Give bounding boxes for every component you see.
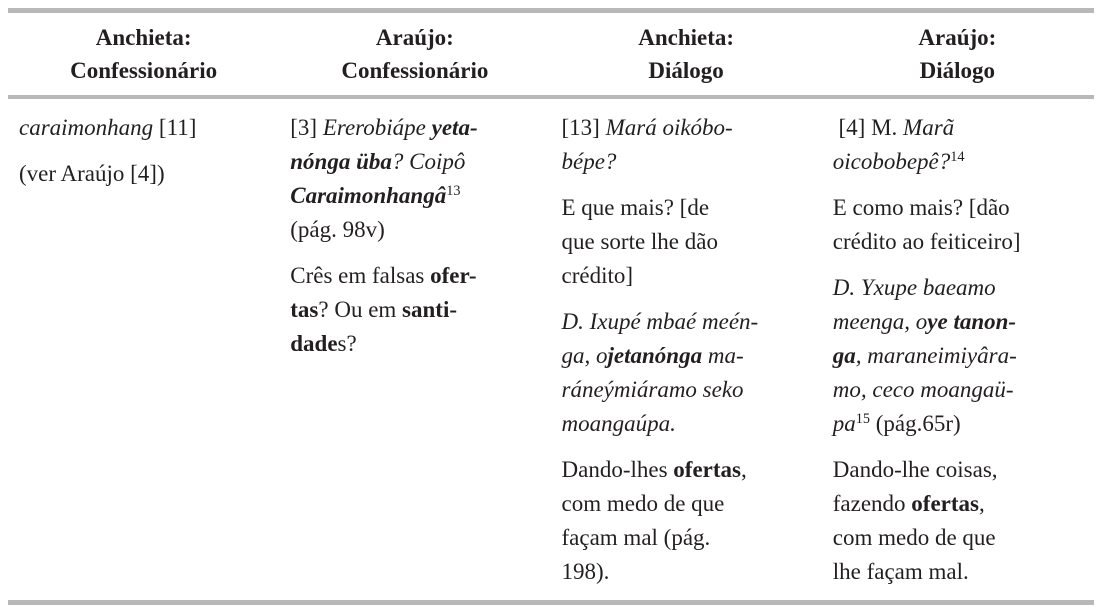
column-header-anchieta-confessionario bbox=[8, 17, 279, 87]
paragraph bbox=[562, 111, 796, 179]
text-run: jetanónga bbox=[607, 343, 703, 368]
header-work: Diálogo bbox=[648, 58, 724, 83]
cell-araujo-confessionario bbox=[279, 99, 550, 600]
text-run: E como mais? [dão bbox=[832, 195, 1010, 220]
text-run: ofer- bbox=[430, 263, 477, 288]
text-run: meenga, o bbox=[832, 309, 928, 334]
text-run: fazendo bbox=[832, 491, 912, 516]
text-run: que sorte lhe dão bbox=[561, 229, 718, 254]
text-run: Dando-lhes bbox=[561, 457, 674, 482]
table-body-row bbox=[8, 99, 1093, 600]
text-run: bépe? bbox=[561, 149, 617, 174]
text-run: ? bbox=[391, 149, 410, 174]
text-run: lhe façam mal. bbox=[832, 559, 969, 584]
paragraph bbox=[19, 157, 253, 191]
text-run: (pág. 98v) bbox=[290, 217, 385, 242]
text-run: Mará oikóbo- bbox=[605, 115, 733, 140]
header-work: Confessionário bbox=[341, 58, 489, 83]
cell-araujo-dialogo bbox=[822, 99, 1093, 600]
paragraph bbox=[19, 111, 253, 145]
text-run: moangaúpa. bbox=[561, 411, 676, 436]
table-bottom-rule bbox=[8, 600, 1094, 605]
text-run: s? bbox=[337, 331, 357, 356]
text-run: crédito] bbox=[561, 263, 634, 288]
text-run: , maraneimiyâra- bbox=[855, 343, 1017, 368]
paragraph bbox=[833, 111, 1067, 179]
footnote-ref: 14 bbox=[950, 149, 965, 166]
paragraph bbox=[290, 259, 524, 361]
text-run: Marã bbox=[903, 115, 955, 140]
text-run: Caraimonhangâ bbox=[290, 183, 447, 208]
text-run: E que mais? [de bbox=[561, 195, 710, 220]
text-run: ga, o bbox=[561, 343, 608, 368]
text-run: dade bbox=[290, 331, 338, 356]
text-run: pa bbox=[832, 411, 856, 436]
text-run: Dando-lhe coisas, bbox=[832, 457, 998, 482]
text-run: ofertas bbox=[911, 491, 979, 516]
text-run: oicobobepê? bbox=[832, 149, 951, 174]
text-run: , bbox=[740, 457, 747, 482]
column-header-araujo-dialogo bbox=[822, 17, 1093, 87]
paragraph bbox=[833, 271, 1067, 441]
text-run: [3] bbox=[290, 115, 323, 140]
table-top-rule bbox=[8, 8, 1094, 13]
cell-anchieta-dialogo bbox=[551, 99, 822, 600]
header-author: Araújo: bbox=[375, 25, 454, 50]
header-work: Confessionário bbox=[70, 58, 218, 83]
header-work: Diálogo bbox=[919, 58, 996, 83]
header-author: Araújo: bbox=[918, 25, 997, 50]
text-run: mo, ceco moangaü- bbox=[832, 377, 1014, 402]
paragraph bbox=[562, 453, 796, 589]
column-header-araujo-confessionario bbox=[279, 17, 550, 87]
text-run: Ererobiápe bbox=[322, 115, 432, 140]
text-run: 198). bbox=[561, 559, 610, 584]
text-run: (ver Araújo [4]) bbox=[19, 161, 165, 186]
text-run: [4] M. bbox=[832, 115, 904, 140]
text-run: ye tanon- bbox=[927, 309, 1017, 334]
column-header-anchieta-dialogo bbox=[551, 17, 822, 87]
paragraph bbox=[833, 453, 1067, 589]
header-author: Anchieta: bbox=[95, 25, 192, 50]
text-run: com medo de que bbox=[561, 491, 725, 516]
text-run: D. Ixupé mbaé meén- bbox=[561, 309, 759, 334]
text-run: santi- bbox=[402, 297, 457, 322]
text-run: ma- bbox=[702, 343, 744, 368]
header-author: Anchieta: bbox=[638, 25, 735, 50]
text-run: D. Yxupe baeamo bbox=[832, 275, 996, 300]
text-run: caraimonhang bbox=[19, 115, 154, 140]
text-run: Crês em falsas bbox=[290, 263, 431, 288]
text-run: , bbox=[978, 491, 985, 516]
text-run: ga bbox=[832, 343, 856, 368]
cell-anchieta-confessionario bbox=[8, 99, 279, 600]
text-run: façam mal (pág. bbox=[561, 525, 711, 550]
text-run: nónga üba bbox=[290, 149, 392, 174]
text-run: crédito ao feiticeiro] bbox=[832, 229, 1021, 254]
text-run: ráneýmiáramo seko bbox=[561, 377, 744, 402]
text-run: ofertas bbox=[673, 457, 741, 482]
text-run: (pág.65r) bbox=[870, 411, 961, 436]
paragraph bbox=[833, 191, 1067, 259]
text-run: yeta- bbox=[431, 115, 478, 140]
text-run: Coipô bbox=[409, 149, 466, 174]
text-run: ? Ou em bbox=[318, 297, 403, 322]
paragraph bbox=[290, 111, 524, 247]
footnote-ref: 15 bbox=[855, 411, 870, 428]
text-run: [13] bbox=[561, 115, 606, 140]
text-run: com medo de que bbox=[832, 525, 996, 550]
text-run: [11] bbox=[153, 115, 197, 140]
paragraph bbox=[562, 191, 796, 293]
footnote-ref: 13 bbox=[446, 183, 461, 200]
table-header-row bbox=[8, 17, 1093, 87]
paragraph bbox=[562, 305, 796, 441]
text-run: tas bbox=[290, 297, 319, 322]
